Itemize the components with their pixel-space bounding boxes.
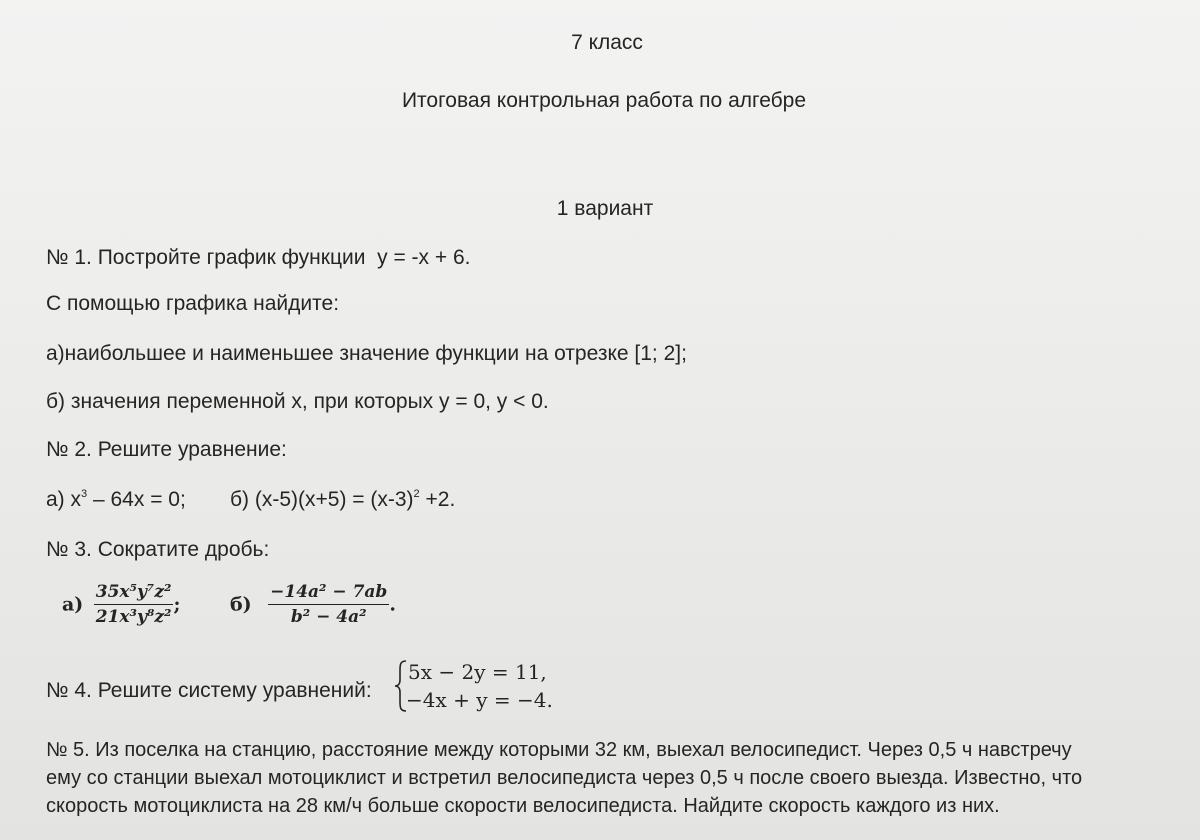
task3-a-numerator: 35x⁵y⁷z²	[94, 582, 174, 605]
task1-part-b: б) значения переменной x, при которых y = 0, y < 0.	[46, 390, 549, 413]
task3-b-fraction	[268, 582, 389, 627]
task5-line-2: ему со станции выехал мотоциклист и встретил велосипедиста через 0,5 ч после своего выезда. Известно, что	[46, 767, 1083, 789]
task3-a-fraction	[94, 582, 174, 627]
task5-line-3: скорость мотоциклиста на 28 км/ч больше скорости велосипедиста. Найдите скорость каждого из них.	[46, 795, 1000, 817]
task2-prompt: № 2. Решите уравнение:	[46, 438, 287, 461]
task3-a-label: а)	[62, 593, 84, 616]
task4-prompt: № 4. Решите систему уравнений:	[46, 679, 372, 702]
task3-part-b	[230, 582, 396, 627]
task3-b-numerator: −14a² − 7ab	[268, 582, 389, 605]
task3-a-end: ;	[173, 593, 181, 616]
task2-b-label: б) (x-5)(x+5) = (x-3)	[230, 488, 414, 511]
task1-part-a: а)наибольшее и наименьшее значение функции на отрезке [1; 2];	[46, 342, 687, 365]
task1-subprompt: С помощью графика найдите:	[46, 292, 340, 315]
task3-b-denominator: b² − 4a²	[290, 607, 367, 627]
task3-part-a	[62, 582, 180, 627]
task5-line-1: № 5. Из поселка на станцию, расстояние между которыми 32 км, выехал велосипедист. Через 0,5 ч навстречу	[46, 739, 1072, 761]
variant-heading: 1 вариант	[556, 197, 654, 220]
exam-title: Итоговая контрольная работа по алгебре	[401, 89, 807, 112]
task2-part-b	[230, 489, 455, 510]
grade-heading: 7 класс	[571, 31, 643, 54]
task3-prompt: № 3. Сократите дробь:	[46, 538, 270, 561]
task3-b-end: .	[389, 593, 396, 616]
task2-a-power: 3	[81, 488, 88, 500]
task1-function: y = -x + 6.	[377, 246, 471, 269]
task1-line	[46, 247, 471, 268]
task2-a-label: а) x	[46, 488, 82, 511]
task2-b-rest: +2.	[425, 488, 456, 511]
task4-equation-1: 5x − 2y = 11,	[408, 660, 547, 684]
task2-a-rest: – 64x = 0;	[92, 488, 186, 511]
task2-part-a	[46, 489, 186, 510]
task3-a-denominator: 21x³y⁸z²	[95, 607, 172, 627]
task2-b-power: 2	[413, 488, 420, 500]
task1-prompt: № 1. Постройте график функции	[46, 246, 366, 269]
task4-equation-2: −4x + y = −4.	[406, 688, 553, 712]
task3-b-label: б)	[230, 593, 252, 616]
